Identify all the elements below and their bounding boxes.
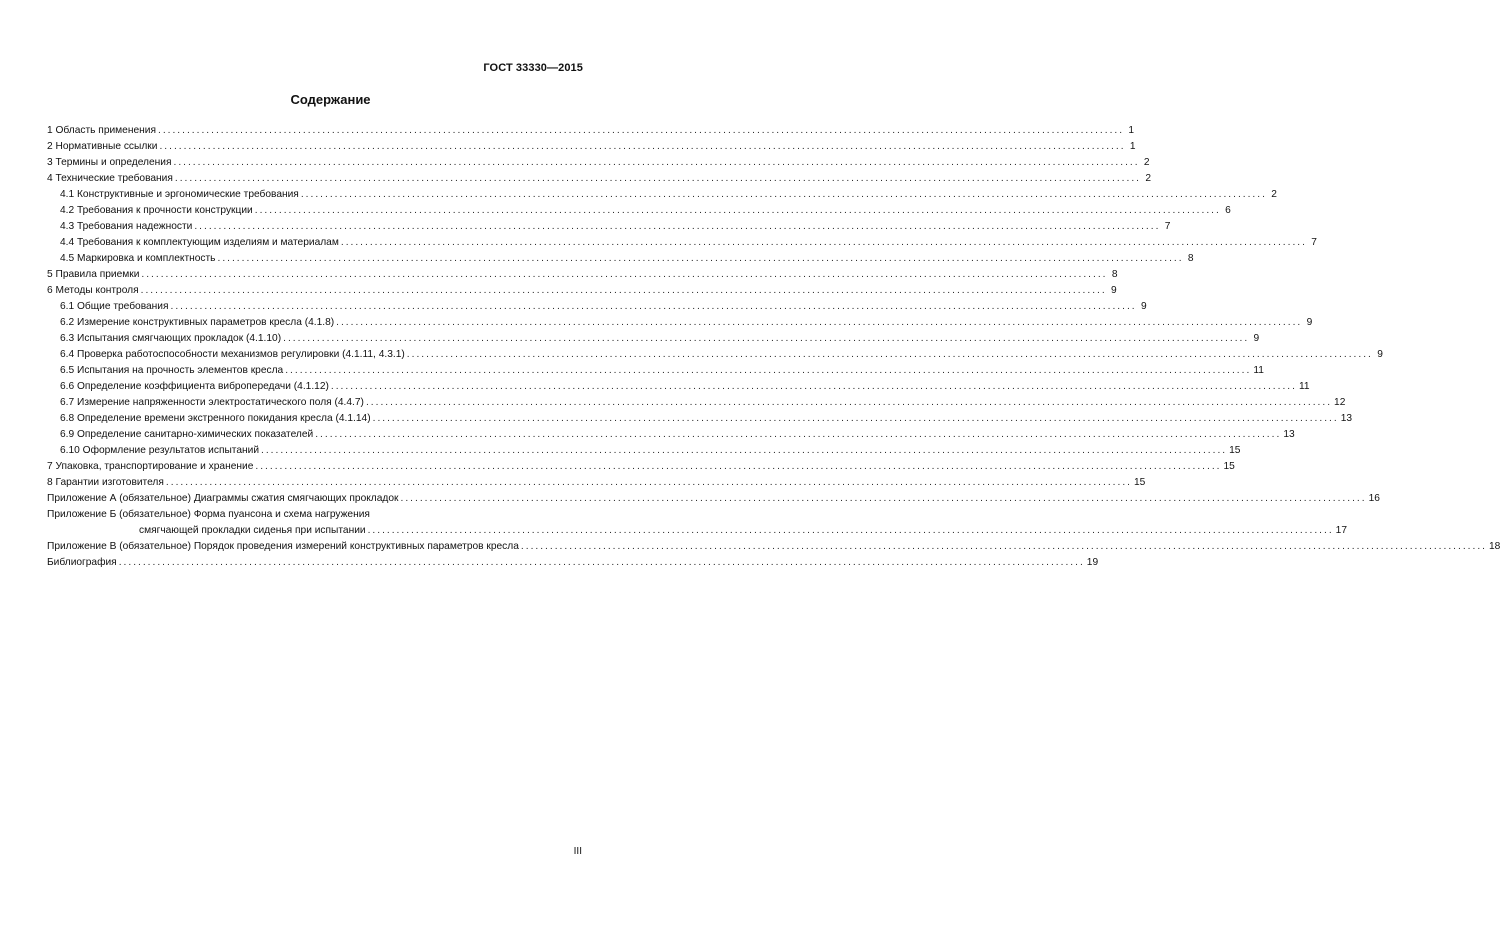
toc-leader: ........................................................................................................................................................................................................	[159, 141, 1126, 152]
toc-entry-label: Приложение В (обязательное) Порядок проведения измерений конструктивных параметров кресла	[47, 541, 519, 552]
toc-entry-label: 6.8 Определение времени экстренного покидания кресла (4.1.14)	[60, 413, 371, 424]
toc-entry-page: 9	[1253, 333, 1260, 344]
toc-entry-label: 3 Термины и определения	[47, 157, 172, 168]
toc-leader: ........................................................................................................................................................................................................	[315, 429, 1282, 440]
toc-leader: ........................................................................................................................................................................................................	[285, 365, 1252, 376]
toc-entry[interactable]	[47, 281, 1117, 297]
toc-entry[interactable]	[47, 217, 1171, 233]
toc-leader: ........................................................................................................................................................................................................	[283, 333, 1250, 344]
toc-leader: ........................................................................................................................................................................................................	[157, 125, 1125, 136]
toc-entry[interactable]	[47, 265, 1118, 281]
toc-entry-label: 1 Область применения	[47, 125, 156, 136]
toc-leader: ........................................................................................................................................................................................................	[165, 477, 1132, 488]
toc-entry-label: 7 Упаковка, транспортирование и хранение	[47, 461, 254, 472]
toc-entry-page: 6	[1225, 205, 1231, 216]
toc-entry-page: 9	[1111, 285, 1117, 296]
toc-leader: ........................................................................................................................................................................................................	[261, 445, 1228, 456]
toc-entry-label: 2 Нормативные ссылки	[47, 141, 158, 152]
toc-entry[interactable]	[47, 345, 1383, 361]
toc-entry-page: 7	[1164, 221, 1171, 232]
toc-entry-page: 15	[1223, 461, 1235, 472]
toc-leader: ........................................................................................................................................................................................................	[141, 269, 1108, 280]
toc-entry[interactable]	[47, 137, 1136, 153]
toc-entry-page: 12	[1334, 397, 1346, 408]
toc-entry-page: 15	[1229, 445, 1241, 456]
toc-entry-page: 9	[1140, 301, 1147, 312]
toc-entry-page: 13	[1283, 429, 1295, 440]
toc-entry-page: 15	[1134, 477, 1146, 488]
toc-leader: ........................................................................................................................................................................................................	[372, 413, 1339, 424]
page-number: III	[573, 846, 582, 857]
page-title: Содержание	[290, 92, 371, 107]
toc-entry[interactable]	[47, 457, 1235, 473]
toc-entry-page: 11	[1253, 365, 1264, 376]
toc-entry[interactable]	[47, 377, 1310, 393]
toc-entry[interactable]	[47, 361, 1264, 377]
toc-entry[interactable]	[47, 313, 1313, 329]
toc-entry-label: 4.1 Конструктивные и эргономические требования	[60, 189, 299, 200]
toc-leader: ........................................................................................................................................................................................................	[340, 237, 1307, 248]
toc-entry-label: Приложение А (обязательное) Диаграммы сжатия смягчающих прокладок	[47, 493, 399, 504]
toc-entry-page: 2	[1145, 173, 1151, 184]
toc-entry-label: Библиография	[47, 557, 117, 568]
toc-entry-page: 7	[1311, 237, 1317, 248]
toc-leader: ........................................................................................................................................................................................................	[300, 189, 1267, 200]
toc-entry-page: 18	[1489, 541, 1500, 552]
toc-entry-page: 2	[1143, 157, 1150, 168]
toc-entry-label: 6.10 Оформление результатов испытаний	[60, 445, 260, 456]
toc-entry-page: 16	[1368, 493, 1380, 504]
toc-entry-label: 6.6 Определение коэффициента вибропередачи (4.1.12)	[60, 381, 329, 392]
table-of-contents	[47, 121, 1500, 569]
toc-entry-label: 6.2 Измерение конструктивных параметров кресла (4.1.8)	[60, 317, 335, 328]
toc-leader: ........................................................................................................................................................................................................	[254, 205, 1221, 216]
toc-entry-label: 4 Технические требования	[47, 173, 173, 184]
toc-entry[interactable]	[47, 473, 1146, 489]
toc-entry[interactable]	[47, 153, 1150, 169]
toc-leader: ........................................................................................................................................................................................................	[194, 221, 1161, 232]
toc-entry-label: 4.5 Маркировка и комплектность	[60, 253, 216, 264]
toc-entry[interactable]	[47, 489, 1380, 505]
toc-entry-page: 19	[1086, 557, 1099, 568]
toc-leader: ........................................................................................................................................................................................................	[140, 285, 1107, 296]
toc-entry[interactable]	[47, 297, 1147, 313]
toc-entry-page: 9	[1306, 317, 1313, 328]
toc-entry-page: 1	[1129, 141, 1136, 152]
standard-code: ГОСТ 33330—2015	[483, 62, 583, 74]
toc-entry[interactable]	[47, 201, 1231, 217]
toc-leader: ........................................................................................................................................................................................................	[400, 493, 1367, 504]
toc-leader: ........................................................................................................................................................................................................	[330, 381, 1297, 392]
toc-entry-label: Приложение Б (обязательное) Форма пуансона и схема нагружения	[47, 509, 370, 520]
toc-entry[interactable]	[47, 553, 1099, 569]
toc-entry-page: 2	[1271, 189, 1277, 200]
toc-entry[interactable]	[47, 425, 1295, 441]
toc-entry-label: 6.3 Испытания смягчающих прокладок (4.1.10)	[60, 333, 282, 344]
toc-leader: ........................................................................................................................................................................................................	[406, 349, 1373, 360]
toc-entry[interactable]	[47, 121, 1135, 137]
toc-entry-label: 6 Методы контроля	[47, 285, 139, 296]
toc-leader: ........................................................................................................................................................................................................	[336, 317, 1303, 328]
toc-entry-label: 8 Гарантии изготовителя	[47, 477, 164, 488]
toc-entry[interactable]	[47, 329, 1260, 345]
toc-leader: ........................................................................................................................................................................................................	[520, 541, 1487, 552]
toc-entry-label: 4.3 Требования надежности	[60, 221, 193, 232]
toc-entry[interactable]	[47, 393, 1346, 409]
toc-entry-label: 6.1 Общие требования	[60, 301, 169, 312]
toc-entry[interactable]	[47, 249, 1194, 265]
toc-leader: ........................................................................................................................................................................................................	[255, 461, 1222, 472]
toc-entry-continuation[interactable]	[47, 521, 1348, 537]
toc-entry-page: 8	[1111, 269, 1118, 280]
toc-entry[interactable]	[47, 169, 1151, 185]
toc-leader: ........................................................................................................................................................................................................	[365, 397, 1333, 408]
toc-entry-page: 17	[1335, 525, 1348, 536]
toc-entry[interactable]	[47, 441, 1241, 457]
toc-leader: ........................................................................................................................................................................................................	[173, 157, 1140, 168]
toc-entry[interactable]	[47, 537, 1500, 553]
toc-entry-page: 8	[1187, 253, 1194, 264]
toc-leader: ........................................................................................................................................................................................................	[118, 557, 1085, 568]
toc-leader: ........................................................................................................................................................................................................	[170, 301, 1137, 312]
toc-leader: ........................................................................................................................................................................................................	[367, 525, 1334, 536]
toc-entry-label: 4.4 Требования к комплектующим изделиям и материалам	[60, 237, 339, 248]
toc-entry[interactable]	[47, 233, 1317, 249]
toc-entry-page: 1	[1128, 125, 1135, 136]
toc-entry-label: 5 Правила приемки	[47, 269, 140, 280]
toc-entry-label: смягчающей прокладки сиденья при испытании	[139, 525, 366, 536]
toc-entry-page: 11	[1298, 381, 1310, 392]
toc-entry-label: 6.9 Определение санитарно-химических показателей	[60, 429, 314, 440]
toc-entry-label: 4.2 Требования к прочности конструкции	[60, 205, 253, 216]
toc-entry-page: 9	[1377, 349, 1383, 360]
toc-entry[interactable]	[47, 505, 583, 521]
toc-entry[interactable]	[47, 409, 1353, 425]
toc-leader: ........................................................................................................................................................................................................	[217, 253, 1184, 264]
toc-entry-label: 6.7 Измерение напряженности электростатического поля (4.4.7)	[60, 397, 364, 408]
toc-entry-label: 6.4 Проверка работоспособности механизмов регулировки (4.1.11, 4.3.1)	[60, 349, 405, 360]
toc-leader: ........................................................................................................................................................................................................	[174, 173, 1141, 184]
toc-entry-label: 6.5 Испытания на прочность элементов кресла	[60, 365, 284, 376]
toc-entry[interactable]	[47, 185, 1277, 201]
toc-entry-page: 13	[1340, 413, 1353, 424]
